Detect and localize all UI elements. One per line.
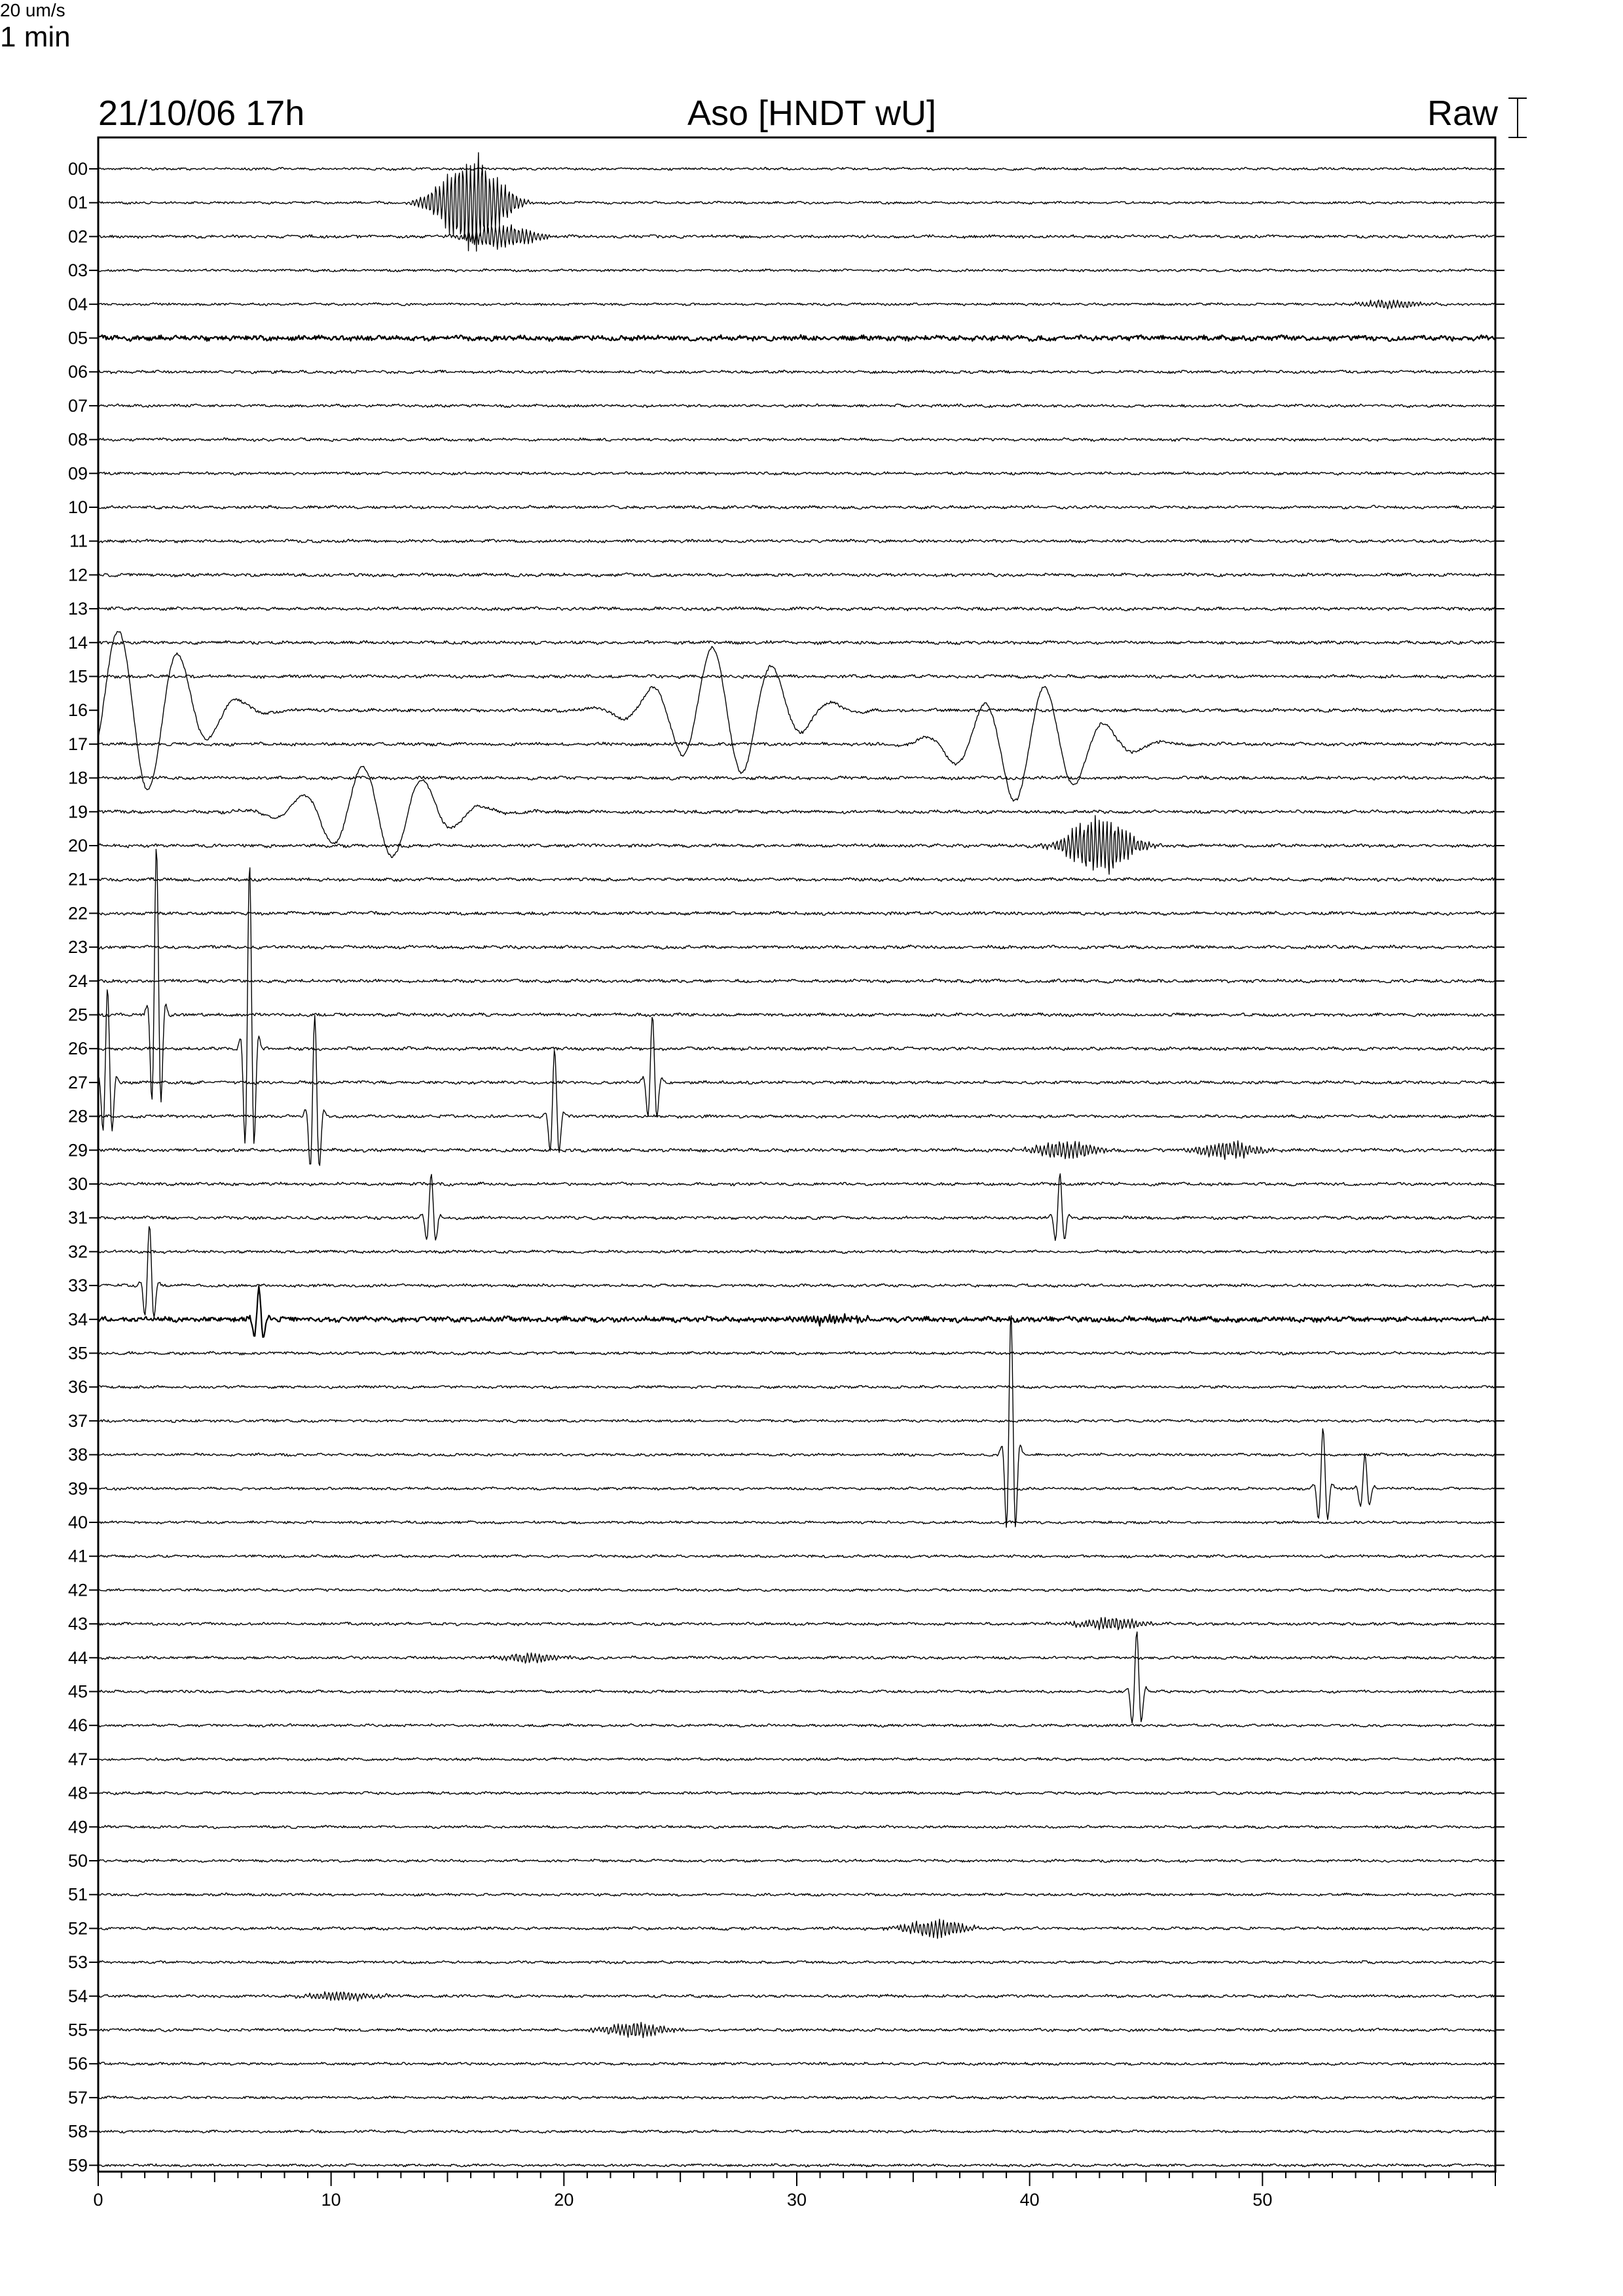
row-label-24: 24: [67, 971, 88, 991]
row-label-45: 45: [67, 1681, 88, 1702]
seismic-trace-03: [98, 269, 1495, 272]
seismic-trace-32: [98, 1250, 1495, 1253]
row-label-29: 29: [67, 1140, 88, 1160]
seismic-trace-30: [98, 1182, 1495, 1186]
seismic-trace-43: [98, 1617, 1495, 1630]
row-label-34: 34: [67, 1309, 88, 1329]
row-label-43: 43: [67, 1614, 88, 1634]
row-label-32: 32: [67, 1242, 88, 1262]
row-label-40: 40: [67, 1513, 88, 1532]
seismic-trace-58: [98, 2130, 1495, 2133]
row-label-16: 16: [67, 700, 88, 721]
seismic-trace-41: [98, 1554, 1495, 1558]
row-label-57: 57: [67, 2087, 88, 2108]
row-label-58: 58: [67, 2121, 88, 2142]
seismic-trace-10: [98, 505, 1495, 509]
x-tick-label-30: 30: [786, 2190, 807, 2210]
row-label-59: 59: [67, 2155, 88, 2176]
seismic-trace-50: [98, 1859, 1495, 1862]
row-label-54: 54: [67, 1986, 88, 2006]
row-label-31: 31: [67, 1208, 88, 1228]
seismic-trace-09: [98, 472, 1495, 475]
seismic-trace-47: [98, 1757, 1495, 1761]
row-label-22: 22: [67, 903, 88, 924]
row-label-42: 42: [67, 1580, 88, 1600]
seismic-trace-18: [98, 776, 1495, 780]
row-label-47: 47: [67, 1749, 88, 1769]
seismic-trace-20: [98, 816, 1495, 874]
seismic-trace-15: [98, 674, 1495, 678]
x-tick-label-40: 40: [1019, 2190, 1040, 2210]
trace-group: [98, 152, 1495, 2167]
x-tick-label-0: 0: [93, 2190, 103, 2210]
seismic-trace-52: [98, 1919, 1495, 1939]
seismic-trace-17: [98, 687, 1495, 801]
chart-date-label: 21/10/06 17h: [98, 94, 305, 133]
seismic-trace-05: [98, 335, 1495, 342]
row-label-07: 07: [67, 395, 88, 416]
row-label-10: 10: [67, 497, 88, 517]
seismic-trace-54: [98, 1992, 1495, 2001]
seismic-trace-37: [98, 1420, 1495, 1423]
seismic-trace-11: [98, 539, 1495, 543]
row-label-11: 11: [69, 531, 88, 551]
seismic-trace-49: [98, 1825, 1495, 1829]
seismic-trace-29: [98, 1141, 1495, 1160]
row-label-17: 17: [67, 734, 88, 754]
row-label-02: 02: [67, 226, 88, 247]
seismic-trace-40: [98, 1521, 1495, 1524]
row-label-36: 36: [67, 1377, 88, 1397]
row-label-55: 55: [67, 2020, 88, 2040]
row-label-09: 09: [67, 463, 88, 484]
seismic-trace-59: [98, 2164, 1495, 2167]
row-label-21: 21: [67, 869, 88, 889]
seismic-trace-36: [98, 1386, 1495, 1389]
seismic-trace-23: [98, 945, 1495, 949]
seismic-trace-21: [98, 878, 1495, 882]
row-label-51: 51: [67, 1884, 88, 1905]
seismic-trace-46: [98, 1724, 1495, 1727]
row-label-30: 30: [67, 1174, 88, 1194]
row-label-52: 52: [67, 1918, 88, 1939]
plot-frame: [98, 137, 1495, 2172]
x-axis-unit-label: 1 min: [0, 21, 71, 53]
row-label-23: 23: [67, 937, 88, 958]
row-label-03: 03: [67, 260, 88, 281]
row-label-01: 01: [67, 192, 88, 213]
row-label-04: 04: [67, 294, 88, 314]
row-label-46: 46: [67, 1715, 88, 1736]
amplitude-scale-bar: [1508, 98, 1527, 137]
row-label-15: 15: [67, 666, 88, 687]
seismic-trace-00: [98, 168, 1495, 171]
seismic-trace-06: [98, 370, 1495, 374]
seismic-trace-16: [98, 632, 1495, 790]
x-tick-label-20: 20: [554, 2190, 574, 2210]
seismic-trace-07: [98, 404, 1495, 408]
row-label-38: 38: [67, 1444, 88, 1465]
row-label-35: 35: [67, 1343, 88, 1363]
x-tick-label-50: 50: [1252, 2190, 1273, 2210]
seismic-trace-48: [98, 1791, 1495, 1795]
row-label-41: 41: [67, 1546, 88, 1566]
row-label-12: 12: [67, 565, 88, 585]
seismic-trace-51: [98, 1893, 1495, 1896]
row-label-50: 50: [67, 1851, 88, 1871]
seismic-trace-34: [98, 1286, 1495, 1337]
seismic-trace-22: [98, 911, 1495, 915]
row-label-19: 19: [67, 802, 88, 822]
row-label-20: 20: [67, 836, 88, 855]
x-tick-label-10: 10: [321, 2190, 341, 2210]
row-label-33: 33: [67, 1276, 88, 1296]
chart-title: Aso [HNDT wU]: [687, 94, 937, 133]
seismic-trace-14: [98, 641, 1495, 645]
seismic-trace-53: [98, 1961, 1495, 1964]
row-label-05: 05: [67, 328, 88, 348]
row-label-27: 27: [67, 1072, 88, 1092]
seismic-trace-26: [98, 868, 1495, 1143]
seismic-trace-42: [98, 1588, 1495, 1592]
row-label-28: 28: [67, 1106, 88, 1126]
row-label-56: 56: [67, 2054, 88, 2074]
row-label-53: 53: [67, 1952, 88, 1973]
row-label-39: 39: [67, 1479, 88, 1499]
row-label-13: 13: [67, 599, 88, 619]
row-label-49: 49: [67, 1817, 88, 1837]
seismic-trace-08: [98, 438, 1495, 442]
seismic-trace-35: [98, 1352, 1495, 1355]
row-label-44: 44: [67, 1647, 88, 1668]
seismic-trace-24: [98, 979, 1495, 983]
seismic-trace-44: [98, 1653, 1495, 1663]
seismic-trace-28: [98, 1015, 1495, 1165]
row-label-18: 18: [67, 768, 88, 788]
row-label-08: 08: [67, 429, 88, 450]
row-label-00: 00: [67, 159, 88, 179]
mode-label: Raw: [1427, 94, 1499, 133]
row-label-14: 14: [67, 632, 88, 653]
seismic-trace-39: [98, 1429, 1495, 1520]
seismic-trace-55: [98, 2022, 1495, 2038]
amplitude-scale-label: 20 um/s: [0, 0, 65, 20]
seismic-trace-45: [98, 1632, 1495, 1723]
row-label-25: 25: [67, 1005, 88, 1025]
seismic-trace-02: [98, 224, 1495, 249]
seismic-trace-57: [98, 2096, 1495, 2099]
seismic-trace-04: [98, 300, 1495, 309]
row-label-06: 06: [67, 362, 88, 382]
seismic-trace-12: [98, 573, 1495, 577]
seismic-trace-27: [98, 990, 1495, 1131]
row-label-26: 26: [67, 1039, 88, 1059]
seismic-trace-13: [98, 607, 1495, 611]
seismic-trace-56: [98, 2062, 1495, 2066]
seismic-trace-25: [98, 850, 1495, 1102]
row-label-48: 48: [67, 1783, 88, 1803]
seismic-trace-33: [98, 1227, 1495, 1318]
row-label-37: 37: [67, 1410, 88, 1431]
